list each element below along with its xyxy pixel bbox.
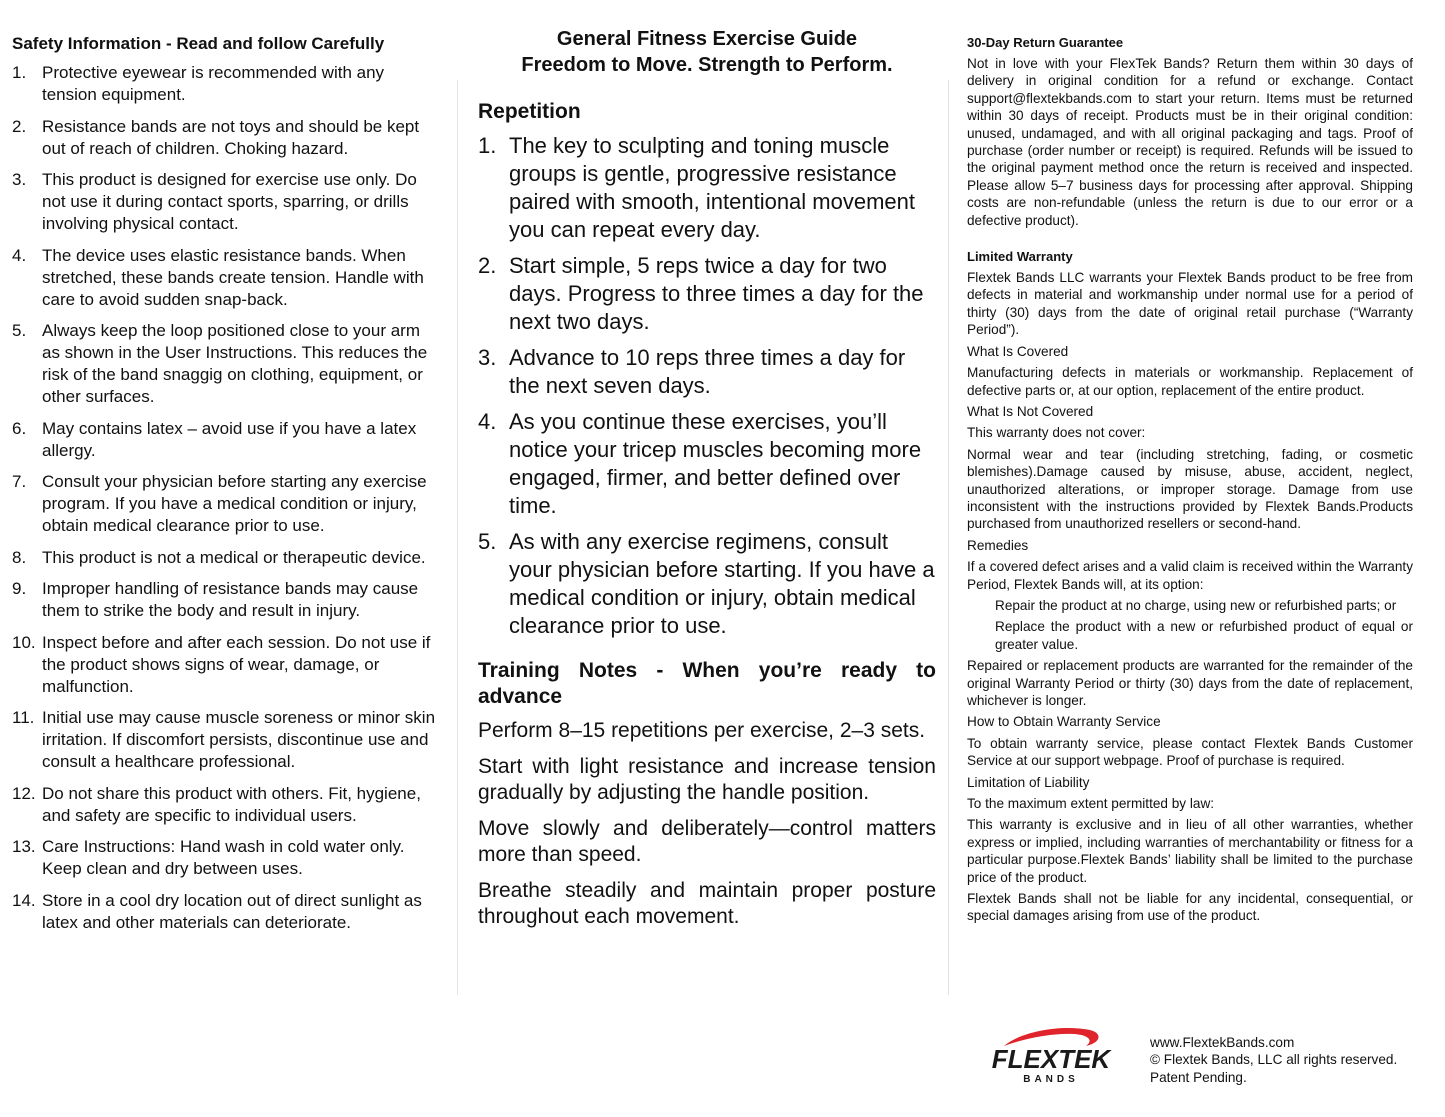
repetition-item-number: 5. xyxy=(478,529,497,554)
safety-item-text: Initial use may cause muscle soreness or minor skin irritation. If discomfort persists, discontinue use and consult a healthcare professional. xyxy=(42,708,436,771)
training-note: Move slowly and deliberately—control matters more than speed. xyxy=(478,817,936,866)
remedy-repair: Repair the product at no charge, using new or refurbished parts; or xyxy=(995,597,1397,613)
safety-item-text: Resistance bands are not toys and should be kept out of reach of children. Choking hazard. xyxy=(42,116,420,158)
safety-item-number: 13. xyxy=(12,837,36,856)
covered-heading: What Is Covered xyxy=(967,343,1069,359)
not-covered-heading: What Is Not Covered xyxy=(967,403,1094,419)
safety-item-text: Consult your physician before starting any exercise program. If you have a medical condition or injury, obtain medical clearance prior to use. xyxy=(42,472,427,535)
website-link[interactable]: www.FlextekBands.com xyxy=(1150,1035,1295,1050)
safety-item-number: 9. xyxy=(12,579,27,598)
safety-item-number: 3. xyxy=(12,170,27,189)
safety-item-text: This product is designed for exercise use only. Do not use it during contact sports, sparring, or drills involving physical contact. xyxy=(42,170,417,233)
repetition-item xyxy=(478,408,936,520)
covered-text: Manufacturing defects in materials or workmanship. Replacement of defective parts or, at our option, replacement of the entire product. xyxy=(967,365,1413,398)
remedies-after: Repaired or replacement products are warranted for the remainder of the original Warranty Period or thirty (30) days from the date of replacement, whichever is longer. xyxy=(967,658,1413,708)
warranty-intro: Flextek Bands LLC warrants your Flextek Bands product to be free from defects in material and workmanship under normal use for a period of thirty (30) days from the date of original retail purchase (“Warranty Period”). xyxy=(967,270,1413,338)
safety-item-number: 5. xyxy=(12,321,27,340)
safety-item-text: Inspect before and after each session. Do not use if the product shows signs of wear, damage, or malfunction. xyxy=(42,632,431,696)
liability-text-2: Flextek Bands shall not be liable for any incidental, consequential, or special damages arising from use of the product. xyxy=(967,891,1413,924)
repetition-item-number: 1. xyxy=(478,133,497,158)
repetition-item-number: 4. xyxy=(478,409,497,434)
flextek-logo xyxy=(990,1024,1112,1086)
training-notes xyxy=(478,718,936,930)
return-heading: 30-Day Return Guarantee xyxy=(967,35,1124,50)
safety-item xyxy=(12,547,440,569)
repetition-item-number: 2. xyxy=(478,253,497,278)
legal-section xyxy=(967,35,1413,929)
safety-item-text: The device uses elastic resistance bands. When stretched, these bands create tension. Handle with care to avoid sudden snap-back. xyxy=(42,245,424,309)
safety-item-text: Do not share this product with others. Fit, hygiene, and safety are specific to individual users. xyxy=(42,783,421,825)
column-divider-right xyxy=(948,80,949,995)
exercise-guide-section xyxy=(478,26,936,940)
safety-item xyxy=(12,62,440,106)
safety-item xyxy=(12,578,440,622)
footer-info xyxy=(1150,1034,1397,1086)
safety-list xyxy=(12,62,440,934)
remedies-intro: If a covered defect arises and a valid claim is received within the Warranty Period, Flextek Bands will, at its option: xyxy=(967,559,1413,592)
safety-item xyxy=(12,245,440,311)
repetition-item xyxy=(478,132,936,244)
repetition-item-text: As you continue these exercises, you’ll notice your tricep muscles becoming more engaged, firmer, and better defined over time. xyxy=(509,409,922,518)
repetition-list xyxy=(478,132,936,640)
copyright-text: © Flextek Bands, LLC all rights reserved. xyxy=(1150,1052,1398,1068)
patent-text: Patent Pending. xyxy=(1150,1069,1247,1085)
safety-item-number: 7. xyxy=(12,472,27,491)
liability-intro: To the maximum extent permitted by law: xyxy=(967,796,1215,812)
safety-item-text: Always keep the loop positioned close to your arm as shown in the User Instructions. This reduces the risk of the band snaggig on clothing, equipment, or other surfaces. xyxy=(42,321,428,406)
safety-item-number: 4. xyxy=(12,245,27,265)
not-covered-text: Normal wear and tear (including stretching, fading, or cosmetic blemishes).Damage caused by misuse, abuse, accident, neglect, unauthorized alterations, or improper storage. Damage from use inconsistent with the instructions provided by Flextek Bands.Products purchased from unauthorized resellers or second-hand. xyxy=(967,446,1413,532)
repetition-item-text: As with any exercise regimens, consult your physician before starting. If you have a medical condition or injury, obtain medical clearance prior to use. xyxy=(509,529,935,638)
guide-title-line-2: Freedom to Move. Strength to Perform. xyxy=(521,54,893,76)
safety-section xyxy=(12,34,440,943)
warranty-heading: Limited Warranty xyxy=(967,249,1073,265)
safety-item xyxy=(12,471,440,537)
training-note: Perform 8–15 repetitions per exercise, 2–3 sets. xyxy=(478,719,926,742)
safety-item-text: Store in a cool dry location out of direct sunlight as latex and other materials can deteriorate. xyxy=(42,890,422,932)
return-text: Not in love with your FlexTek Bands? Return them within 30 days of delivery in original condition for a refund or exchange. Contact support@flextekbands.com to start your return. Items must be returned within 30 days of receipt. Products must be in their original condition: unused, undamaged, and with all original packaging and tags. Proof of purchase (order number or receipt) is required. Refunds will be issued to the original payment method once the return is received and inspected. Please allow 5–7 business days for processing after approval. Shipping costs are non-refundable (unless the return is due to our error or a defective product). xyxy=(967,56,1413,228)
training-notes-heading: Training Notes - When you’re ready to advance xyxy=(478,659,936,708)
remedies-heading: Remedies xyxy=(967,537,1029,553)
repetition-item-text: Advance to 10 reps three times a day for the next seven days. xyxy=(509,345,906,398)
safety-item-text: May contains latex – avoid use if you have a latex allergy. xyxy=(42,418,417,460)
safety-item-number: 14. xyxy=(12,890,36,910)
liability-heading: Limitation of Liability xyxy=(967,774,1090,790)
safety-item xyxy=(12,169,440,235)
safety-item-number: 2. xyxy=(12,116,27,136)
repetition-heading: Repetition xyxy=(478,100,581,123)
safety-item xyxy=(12,707,440,773)
guide-title xyxy=(478,26,936,78)
obtain-text: To obtain warranty service, please contact Flextek Bands Customer Service at our support webpage. Proof of purchase is required. xyxy=(967,735,1413,769)
safety-item-number: 10. xyxy=(12,632,36,652)
safety-item xyxy=(12,418,440,462)
training-note: Start with light resistance and increase tension gradually by adjusting the handle position. xyxy=(478,755,936,804)
safety-item-text: Protective eyewear is recommended with any tension equipment. xyxy=(42,63,385,104)
logo-sub: BANDS xyxy=(1023,1074,1079,1085)
repetition-item xyxy=(478,252,936,336)
safety-item xyxy=(12,890,440,934)
safety-item-number: 12. xyxy=(12,783,36,803)
repetition-item-number: 3. xyxy=(478,345,497,370)
safety-item xyxy=(12,836,440,880)
obtain-heading: How to Obtain Warranty Service xyxy=(967,714,1161,730)
safety-heading: Safety Information - Read and follow Carefully xyxy=(12,34,385,53)
safety-item-text: Care Instructions: Hand wash in cold water only. Keep clean and dry between uses. xyxy=(42,837,405,878)
flextek-logo-swoosh-icon xyxy=(990,1024,1112,1086)
safety-item-number: 11. xyxy=(12,708,35,727)
safety-item xyxy=(12,116,440,160)
safety-item xyxy=(12,783,440,827)
safety-item-number: 8. xyxy=(12,547,27,567)
safety-item xyxy=(12,632,440,698)
repetition-item xyxy=(478,528,936,640)
safety-item-text: Improper handling of resistance bands may cause them to strike the body and result in injury. xyxy=(42,579,419,620)
safety-item-number: 1. xyxy=(12,63,27,82)
safety-item xyxy=(12,320,440,408)
repetition-item-text: The key to sculpting and toning muscle groups is gentle, progressive resistance paired with smooth, intentional movement you can repeat every day. xyxy=(509,133,915,242)
liability-text: This warranty is exclusive and in lieu of all other warranties, whether express or implied, including warranties of merchantability or fitness for a particular purpose.Flextek Bands’ liability shall be limited to the purchase price of the product. xyxy=(967,817,1413,885)
repetition-item-text: Start simple, 5 reps twice a day for two days. Progress to three times a day for the next two days. xyxy=(509,253,924,334)
safety-item-number: 6. xyxy=(12,418,27,438)
remedy-replace: Replace the product with a new or refurbished product of equal or greater value. xyxy=(995,619,1413,652)
repetition-item xyxy=(478,344,936,400)
guide-title-line-1: General Fitness Exercise Guide xyxy=(556,28,858,50)
safety-item-text: This product is not a medical or therapeutic device. xyxy=(42,547,426,567)
training-note: Breathe steadily and maintain proper posture throughout each movement. xyxy=(478,879,936,928)
column-divider-left xyxy=(457,80,458,995)
logo-word: FLEXTEK xyxy=(991,1044,1111,1074)
not-covered-intro: This warranty does not cover: xyxy=(967,425,1146,441)
